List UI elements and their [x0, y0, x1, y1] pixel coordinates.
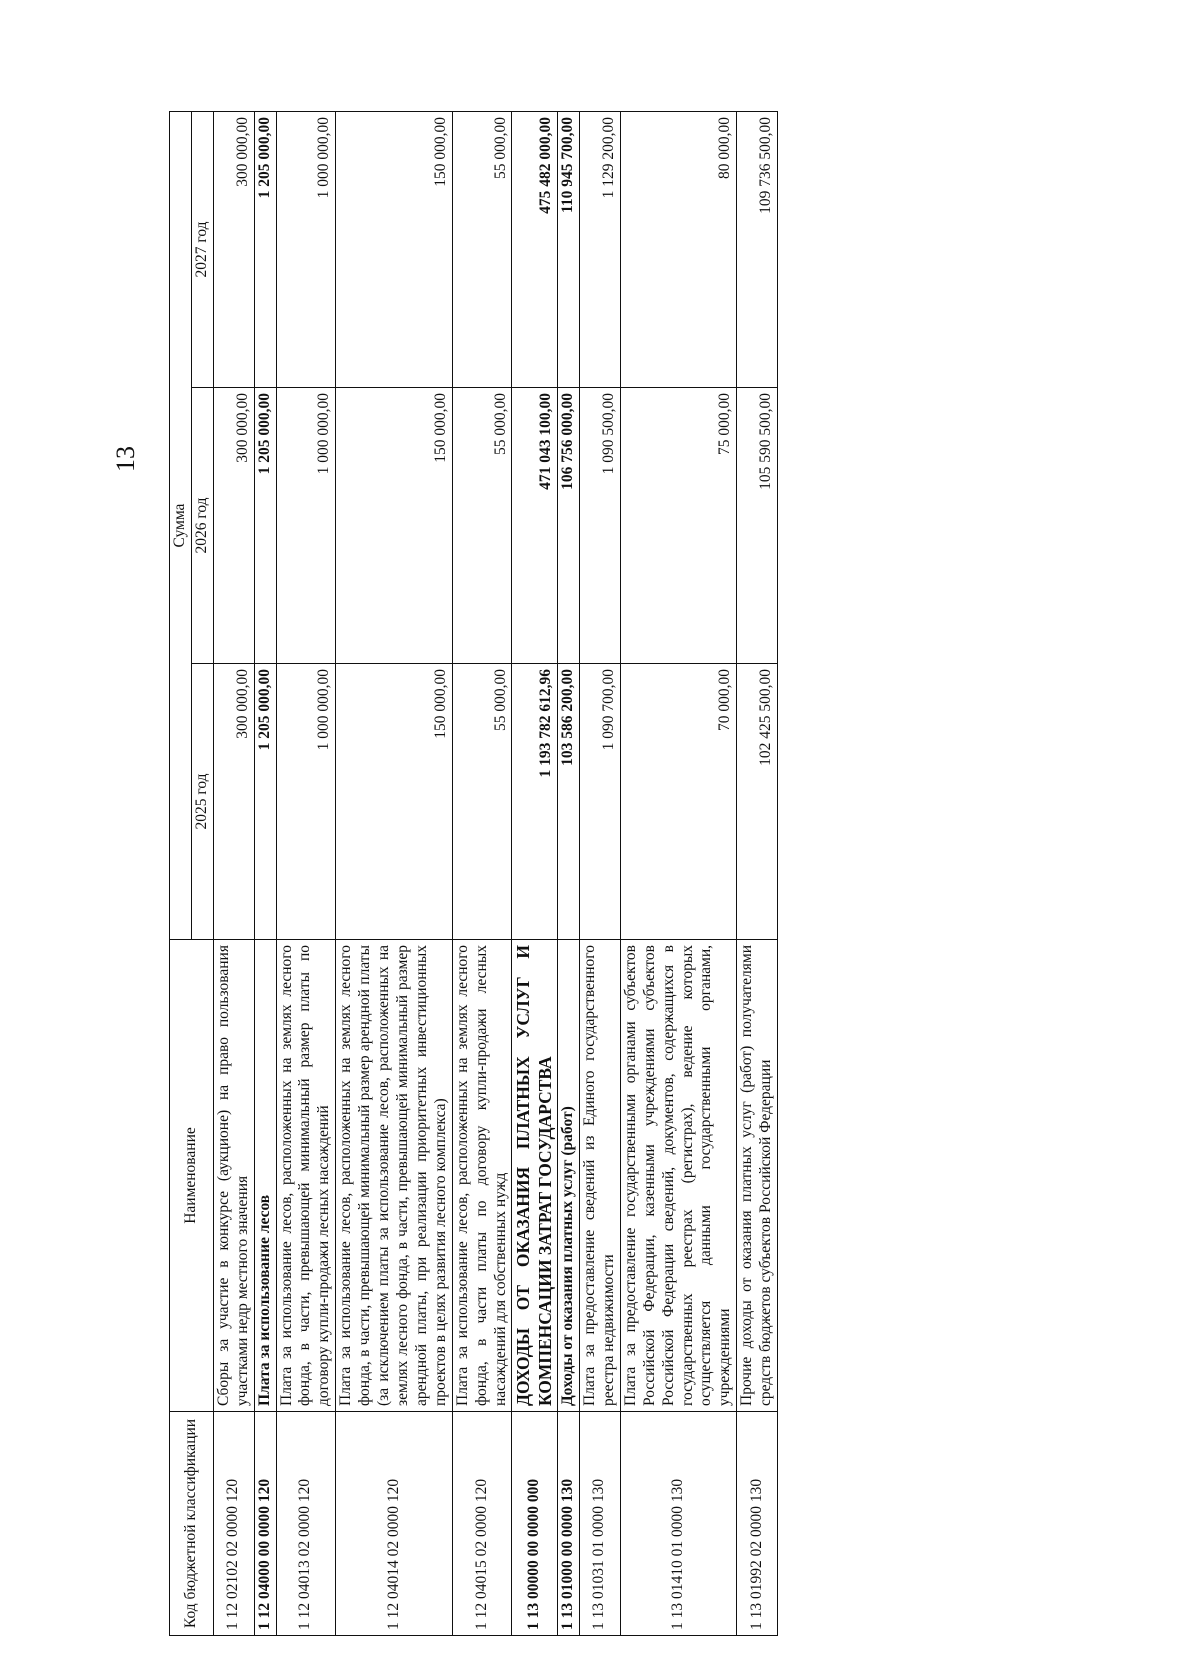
header-year-2026: 2026 год — [191, 388, 213, 664]
row-value-2027: 109 736 500,00 — [737, 112, 778, 388]
row-value-2027: 1 129 200,00 — [580, 112, 621, 388]
row-code: 1 12 04014 02 0000 120 — [336, 1412, 452, 1636]
table-row — [512, 112, 558, 1636]
row-value-2027: 475 482 000,00 — [512, 112, 558, 388]
row-value-2027: 80 000,00 — [620, 112, 736, 388]
header-code: Код бюджетной классификации — [170, 1412, 214, 1636]
row-value-2026: 300 000,00 — [213, 388, 254, 664]
row-name: Плата за предоставление государственными органами субъектов Российской Федерации, казенными учреждениями субъектов Российской Федерации сведений, документов, содержащихся в государственных реестрах (регистрах), ведение которых осуществляется данными государственными органами, учреждениями — [620, 940, 736, 1412]
header-year-2027: 2027 год — [191, 112, 213, 388]
table-row — [452, 112, 512, 1636]
table-row — [620, 112, 736, 1636]
row-value-2027: 1 000 000,00 — [276, 112, 336, 388]
header-year-2025: 2025 год — [191, 664, 213, 940]
row-value-2026: 106 756 000,00 — [558, 388, 580, 664]
row-value-2025: 102 425 500,00 — [737, 664, 778, 940]
row-value-2026: 471 043 100,00 — [512, 388, 558, 664]
row-value-2026: 150 000,00 — [336, 388, 452, 664]
row-code: 1 13 01992 02 0000 130 — [737, 1412, 778, 1636]
row-value-2025: 1 000 000,00 — [276, 664, 336, 940]
row-name: Плата за использование лесов, расположенных на землях лесного фонда, в части платы по договору купли-продажи лесных насаждений для собственных нужд — [452, 940, 512, 1412]
row-value-2025: 70 000,00 — [620, 664, 736, 940]
header-sum: Сумма — [170, 112, 192, 940]
row-name: Сборы за участие в конкурсе (аукционе) на право пользования участками недр местного значения — [213, 940, 254, 1412]
table-header-row — [170, 112, 192, 1636]
row-name: Плата за использование лесов, расположенных на землях лесного фонда, в части, превышающей минимальный размер арендной платы (за исключением платы за использование лесов, расположенных на землях лесного фонда, в части, превышающей минимальный размер арендной платы, при реализации приоритетных инвестиционных проектов в целях развития лесного комплекса) — [336, 940, 452, 1412]
revenue-table — [169, 111, 778, 1636]
row-value-2027: 150 000,00 — [336, 112, 452, 388]
row-code: 1 13 01410 01 0000 130 — [620, 1412, 736, 1636]
row-value-2025: 55 000,00 — [452, 664, 512, 940]
row-name: Доходы от оказания платных услуг (работ) — [558, 940, 580, 1412]
row-value-2026: 1 205 000,00 — [254, 388, 276, 664]
row-value-2025: 103 586 200,00 — [558, 664, 580, 940]
row-code: 1 12 04015 02 0000 120 — [452, 1412, 512, 1636]
row-code: 1 13 00000 00 0000 000 — [512, 1412, 558, 1636]
table-row — [276, 112, 336, 1636]
table-row — [254, 112, 276, 1636]
table-row — [558, 112, 580, 1636]
table-rotation-layer — [169, 112, 1045, 1636]
row-value-2025: 150 000,00 — [336, 664, 452, 940]
row-value-2027: 300 000,00 — [213, 112, 254, 388]
table-row — [737, 112, 778, 1636]
row-value-2027: 1 205 000,00 — [254, 112, 276, 388]
row-value-2027: 55 000,00 — [452, 112, 512, 388]
table-row — [213, 112, 254, 1636]
row-name: Плата за предоставление сведений из Единого государственного реестра недвижимости — [580, 940, 621, 1412]
row-value-2025: 1 090 700,00 — [580, 664, 621, 940]
row-value-2026: 1 000 000,00 — [276, 388, 336, 664]
row-code: 1 13 01000 00 0000 130 — [558, 1412, 580, 1636]
header-name: Наименование — [170, 940, 214, 1412]
row-code: 1 13 01031 01 0000 130 — [580, 1412, 621, 1636]
row-code: 1 12 04013 02 0000 120 — [276, 1412, 336, 1636]
row-name: Плата за использование лесов — [254, 940, 276, 1412]
row-name: Прочие доходы от оказания платных услуг (работ) получателями средств бюджетов субъектов Российской Федерации — [737, 940, 778, 1412]
row-code: 1 12 02102 02 0000 120 — [213, 1412, 254, 1636]
table-row — [580, 112, 621, 1636]
row-name: ДОХОДЫ ОТ ОКАЗАНИЯ ПЛАТНЫХ УСЛУГ И КОМПЕНСАЦИИ ЗАТРАТ ГОСУДАРСТВА — [512, 940, 558, 1412]
row-value-2025: 1 205 000,00 — [254, 664, 276, 940]
row-value-2025: 300 000,00 — [213, 664, 254, 940]
row-name: Плата за использование лесов, расположенных на землях лесного фонда, в части, превышающей минимальный размер платы по договору купли-продажи лесных насаждений — [276, 940, 336, 1412]
row-value-2026: 1 090 500,00 — [580, 388, 621, 664]
row-value-2026: 105 590 500,00 — [737, 388, 778, 664]
page-number: 13 — [111, 446, 140, 472]
row-value-2026: 75 000,00 — [620, 388, 736, 664]
rotated-table-container — [169, 112, 1045, 1636]
row-value-2026: 55 000,00 — [452, 388, 512, 664]
table-body — [213, 112, 777, 1636]
row-value-2025: 1 193 782 612,96 — [512, 664, 558, 940]
table-row — [336, 112, 452, 1636]
row-code: 1 12 04000 00 0000 120 — [254, 1412, 276, 1636]
row-value-2027: 110 945 700,00 — [558, 112, 580, 388]
